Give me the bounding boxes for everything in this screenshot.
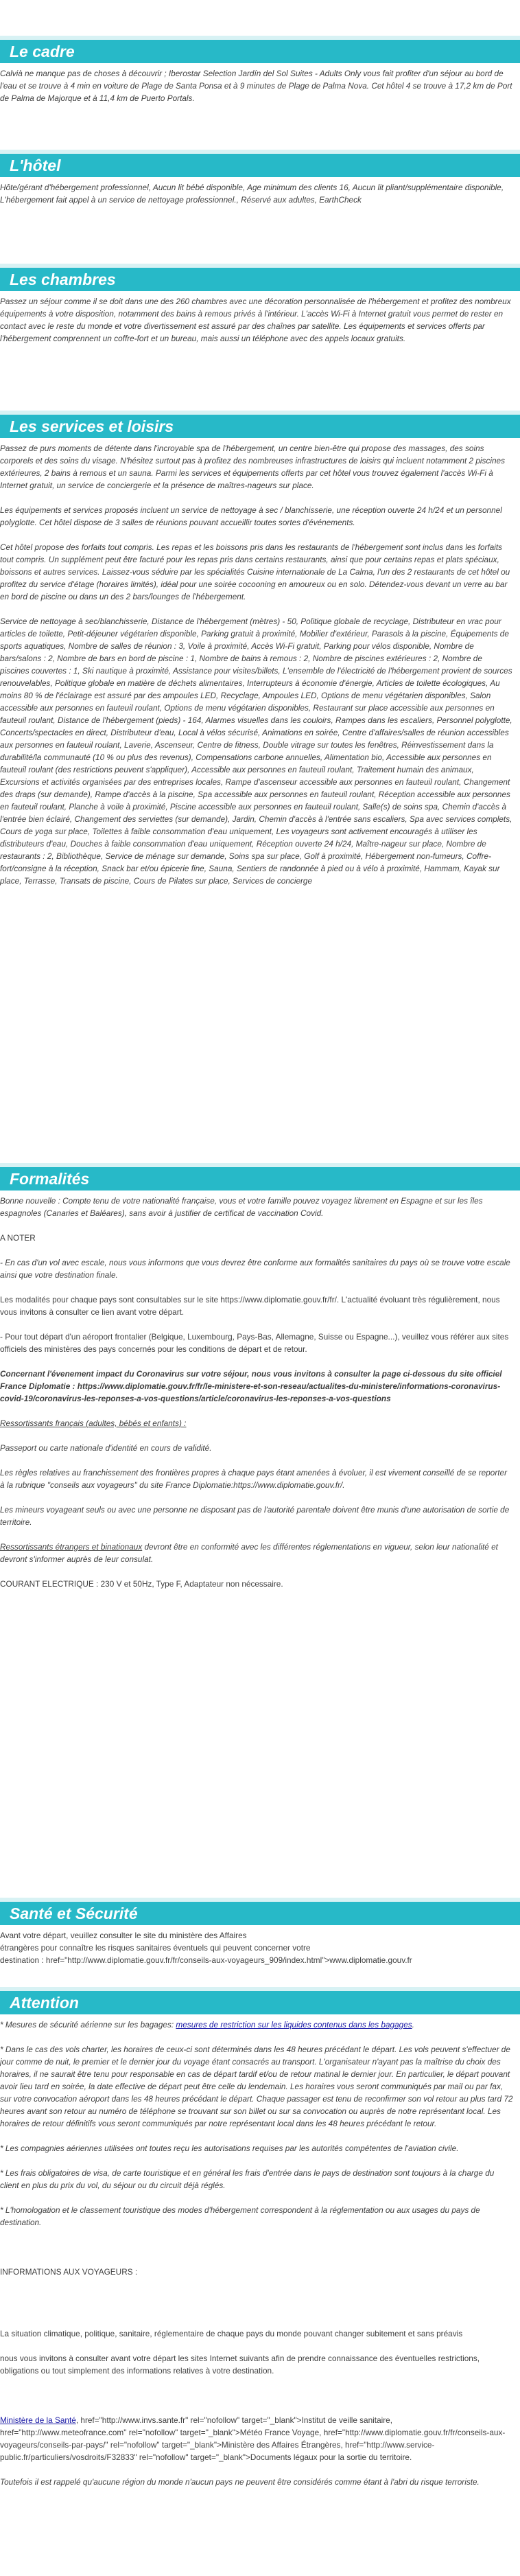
attention-visa-fees: * Les frais obligatoires de visa, de carte touristique et en général les frais d'entrée dans le pays de destination sont toujours à la charge du client en plus du prix du vol, du séjour ou du circuit déjà réglés. — [0, 2168, 495, 2190]
services-amenities-list: Service de nettoyage à sec/blanchisserie, Distance de l'hébergement (mètres) - 50, Politique globale de recyclage, Distributeur en vrac pour articles de toilette, Petit-déjeuner végétarien disponible, Parking gratuit à proximité, Mobilier d'extérieur, Parasols à la piscine, Équipements de sports aquatiques, Nombre de salles de réunion : 3, Voile à proximité, Accès Wi-Fi gratuit, Parking pour vélos disponible, Nombre de bars/salons : 2, Nombre de bars en bord de piscine : 1, Nombre de bains à remous : 2, Nombre de piscines extérieures : 2, Nombre de piscines couvertes : 1, Ski nautique à proximité, Assistance pour visites/billets, L'ensemble de l'électricité de l'hébergement provient de sources renouvelables, Politique globale en matière de déchets alimentaires, Interrupteurs à économie d'énergie, Articles de toilette écologiques, Au moins 80 % de l'éclairage est assuré par des ampoules LED, Recyclage, Ampoules LED, Options de menu végétarien disponibles, Salon accessible aux personnes en fauteuil roulant, Options de menu végétarien disponibles, Restaurant sur place accessible aux personnes en fauteuil roulant, Distance de l'hébergement (pieds) - 164, Alarmes visuelles dans les couloirs, Rampes dans les escaliers, Personnel polyglotte, Concerts/spectacles en direct, Distributeur d'eau, Local à vélos sécurisé, Animations en soirée, Centre d'affaires/salles de réunion accessibles aux personnes en fauteuil roulant, Laverie, Ascenseur, Centre de fitness, Double vitrage sur toutes les fenêtres, Réinvestissement dans la durabilité/la communauté (10 % ou plus des revenus), Compensations carbone annuelles, Alimentation bio, Accessible aux personnes en fauteuil roulant (des restrictions peuvent s'appliquer), Accessible aux personnes en fauteuil roulant, Traitement humain des animaux, Excursions et activités organisées par des entreprises locales, Rampe d'ascenseur accessible aux personnes en fauteuil roulant, Changement des draps (sur demande), Rampe d'accès à la piscine, Spa accessible aux personnes en fauteuil roulant, Réception accessible aux personnes en fauteuil roulant, Planche à voile à proximité, Piscine accessible aux personnes en fauteuil roulant, Salle(s) de soins spa, Chemin d'accès à l'entrée bien éclairé, Changement des serviettes (sur demande), Jardin, Chemin d'accès à l'entrée sans escaliers, Spa avec services complets, Cours de yoga sur place, Toilettes à faible consommation d'eau uniquement, Les voyageurs sont activement encouragés à utiliser les distributeurs d'eau, Douches à faible consommation d'eau uniquement, Réception ouverte 24 h/24, Maître-nageur sur place, Nombre de restaurants : 2, Bibliothèque, Service de ménage sur demande, Soins spa sur place, Golf à proximité, Hébergement non-fumeurs, Coffre-fort/consigne à la réception, Snack bar et/ou épicerie fine, Sauna, Sentiers de randonnée à pied ou à vélo à proximité, Hammam, Kayak sur place, Terrasse, Transats de piscine, Cours de Pilates sur place, Services de concierge — [0, 617, 512, 886]
formalites-foreign-label: Ressortissants étrangers et binationaux — [0, 1542, 143, 1552]
attention-situation-1: La situation climatique, politique, sanitaire, réglementaire de chaque pays du monde pouvant changer subitement et sans préavis — [0, 2329, 463, 2338]
services-paragraph-2: Les équipements et services proposés incluent un service de nettoyage à sec / blanchisserie, une réception ouverte 24 h/24 et un personnel polyglotte. Cet hôtel dispose de 3 salles de réunions pouvant accueillir toutes sortes d'événements. — [0, 505, 502, 527]
formalites-covid-info: Concernant l'évenement impact du Coronavirus sur votre séjour, nous vous invitons à consulter la page ci-dessous du site officiel France Diplomatie : https://www.diplomatie.gouv.fr/fr/le-ministere-et-son-reseau/actualites-du-ministere/informations-coronavirus-covid-19/coronavirus-les-reponses-a-vos-questions/article/coronavirus-les-reponses-a-vos-questions — [0, 1369, 502, 1403]
section-header-sante — [0, 1898, 520, 1925]
cadre-text: Calvià ne manque pas de choses à découvrir ; Iberostar Selection Jardín del Sol Suites - Adults Only vous fait profiter d'un séjour au bord de l'eau et se trouve à 4 min en voiture de Plage de Santa Ponsa et à 9 minutes de Plage de Palma Nova. Cet hôtel 4 se trouve à 17,2 km de Port de Palma de Majorque et à 11,4 km de Puerto Portals. — [0, 69, 512, 103]
formalites-note-3: - Pour tout départ d'un aéroport frontalier (Belgique, Luxembourg, Pays-Bas, Allemagne, Suisse ou Espagne...), veuillez vous référer aux sites officiels des ministères des pays concernés pour les conditions de départ et de retour. — [0, 1332, 509, 1354]
formalites-good-news: Bonne nouvelle : Compte tenu de votre nationalité française, vous et votre famille pouvez voyagez librement en Espagne et sur les îles espagnoles (Canaries et Baléares), sans avoir à justifier de certificat de vaccination Covid. — [0, 1196, 483, 1218]
attention-links-text: , href="http://www.invs.sante.fr" rel="nofollow" target="_blank">Institut de veille sanitaire, href="http://www.meteofrance.com" rel="nofollow" target="_blank">Météo France Voyage, href="http://www.diplomatie.gouv.fr/fr/conseils-aux-voyageurs/conseils-par-pays/" rel="nofollow" target="_blank">Ministère des Affaires Étrangères, href="http://www.service-public.fr/particuliers/vosdroits/F32833" rel="nofollow" target="_blank">Documents légaux pour la sortie du territoire. — [0, 2415, 506, 2462]
formalites-note-heading: A NOTER — [0, 1233, 36, 1243]
section-header-attention — [0, 1987, 520, 2014]
formalites-border-rules: Les règles relatives au franchissement des frontières propres à chaque pays étant amenées à évoluer, il est vivement conseillé de se reporter à la rubrique "conseils aux voyageurs" du site France Diplomatie:https://www.diplomatie.gouv.fr/. — [0, 1468, 508, 1490]
section-title-sante: Santé et Sécurité — [10, 1905, 138, 1922]
attention-security-measures — [0, 2019, 513, 2031]
formalites-passport: Passeport ou carte nationale d'identité en cours de validité. — [0, 1443, 212, 1453]
section-body-sante — [0, 1929, 520, 1966]
formalites-french-nationals: Ressortissants français (adultes, bébés et enfants) : — [0, 1418, 187, 1428]
section-body-services — [0, 442, 520, 899]
attention-situation-2: nous vous invitons à consulter avant votre départ les sites Internet suivants afin de prendre connaissance des éventuelles restrictions, obligations ou tout simplement des informations relatives à votre destination. — [0, 2354, 480, 2376]
formalites-foreign-text: devront être en conformité avec les différentes réglementations en vigueur, selon leur nationalité et devront s'informer auprès de leur consulat. — [0, 1542, 498, 1564]
section-title-services: Les services et loisirs — [10, 417, 174, 435]
attention-classification: * L'homologation et le classement touristique des modes d'hébergement correspondent à la réglementation ou aux usages du pays de destination. — [0, 2205, 480, 2227]
section-title-chambres: Les chambres — [10, 271, 116, 288]
services-paragraph-1: Passez de purs moments de détente dans l'incroyable spa de l'hébergement, un centre bien-être qui propose des massages, des soins corporels et des soins du visage. N'hésitez surtout pas à profitez des nombreuses infrastructures de loisirs qui incluent notamment 2 piscines extérieures, 2 bains à remous et un sauna. Parmi les services et équipements offerts par cet hôtel vous trouvez également l'accès Wi-Fi à Internet gratuit, un service de conciergerie et la présence de maîtres-nageurs sur place. — [0, 444, 505, 490]
services-paragraph-3: Cet hôtel propose des forfaits tout compris. Les repas et les boissons pris dans les restaurants de l'hébergement sont inclus dans les forfaits tout compris. Un supplément peut être facturé pour les repas pris dans certains restaurants, ainsi que pour certains repas et plats spéciaux, boissons et autres services. Laissez-vous séduire par les spécialités Cuisine internationale de La Calma, l'un des 2 restaurants de cet hôtel ou profitez du service d'étage (horaires limités), idéal pour une soirée cocooning en amoureux ou en solo. Détendez-vous devant un verre au bar en bord de piscine ou dans un des 2 bars/lounges de l'hébergement. — [0, 542, 510, 601]
formalites-foreign-nationals — [0, 1541, 513, 1565]
section-header-services — [0, 411, 520, 438]
section-header-hotel — [0, 150, 520, 177]
section-body-attention — [0, 2019, 520, 2500]
section-header-chambres — [0, 264, 520, 291]
attention-terror-risk: Toutefois il est rappelé qu'aucune région du monde n'aucun pays ne peuvent être considérés comme étant à l'abri du risque terroriste. — [0, 2477, 480, 2487]
attention-charter-flights: * Dans le cas des vols charter, les horaires de ceux-ci sont déterminés dans les 48 heures précédant le départ. Les vols peuvent s'effectuer de jour comme de nuit, le premier et le dernier jour du voyage étant consacrés au transport. L'organisateur n'ayant pas la maîtrise du choix des horaires, il ne saurait être tenu pour responsable en cas de départ tardif et/ou de retour matinal le dernier jour. En particulier, le départ pouvant avoir lieu tard en soirée, la date effective de départ peut être celle du lendemain. Les horaires vous seront communiqués par mail ou par fax, sur votre convocation aéroport dans les 48 heures précédant le départ. Chaque passager est tenu de reconfirmer son vol retour au plus tard 72 heures avant son retour au numéro de téléphone se trouvant sur son billet ou sur sa convocation ou auprès de notre représentant local. Les horaires de retour définitifs vous seront communiqués par notre représentant local dans les 48 heures précédant le retour. — [0, 2045, 513, 2128]
section-body-chambres — [0, 295, 520, 357]
sante-line-2: étrangères pour connaître les risques sanitaires éventuels qui peuvent concerner votre — [0, 1943, 311, 1953]
hotel-text: Hôte/gérant d'hébergement professionnel, Aucun lit bébé disponible, Age minimum des clients 16, Aucun lit pliant/supplémentaire disponible, L'hébergement fait appel à un service de nettoyage professionnel., Réservé aux adultes, EarthCheck — [0, 183, 504, 205]
section-title-cadre: Le cadre — [10, 43, 75, 60]
section-title-hotel: L'hôtel — [10, 157, 61, 174]
attention-info-heading: INFORMATIONS AUX VOYAGEURS : — [0, 2267, 138, 2277]
formalites-note-1: - En cas d'un vol avec escale, nous vous informons que vous devrez être conforme aux formalités sanitaires du pays où se trouve votre escale ainsi que votre destination finale. — [0, 1258, 510, 1280]
section-body-formalites — [0, 1195, 520, 1602]
ministere-sante-link[interactable]: Ministère de la Santé — [0, 2415, 76, 2425]
formalites-minors: Les mineurs voyageant seuls ou avec une personne ne disposant pas de l'autorité parentale doivent être munis d'une autorisation de sortie de territoire. — [0, 1505, 510, 1527]
formalites-power: COURANT ELECTRIQUE : 230 V et 50Hz, Type F, Adaptateur non nécessaire. — [0, 1579, 283, 1589]
section-body-hotel — [0, 181, 520, 218]
section-title-formalites: Formalités — [10, 1170, 90, 1188]
sante-line-1: Avant votre départ, veuillez consulter le site du ministère des Affaires — [0, 1931, 247, 1940]
sante-line-3: destination : href="http://www.diplomatie.gouv.fr/fr/conseils-aux-voyageurs_909/index.html">www.diplomatie.gouv.fr — [0, 1955, 412, 1965]
formalites-note-2: Les modalités pour chaque pays sont consultables sur le site https://www.diplomatie.gouv.fr/fr/. L'actualité évoluant très régulièrement, nous vous invitons à consulter ce lien avant votre départ. — [0, 1295, 500, 1317]
section-body-cadre — [0, 67, 520, 117]
section-header-cadre — [0, 36, 520, 63]
attention-airlines: * Les compagnies aériennes utilisées ont toutes reçu les autorisations requises par les autorités compétentes de l'aviation civile. — [0, 2143, 459, 2153]
attention-security-label: * Mesures de sécurité aérienne sur les bagages: — [0, 2020, 176, 2029]
attention-links — [0, 2414, 513, 2463]
attention-security-end: . — [412, 2020, 414, 2029]
section-title-attention: Attention — [10, 1994, 79, 2012]
chambres-text: Passez un séjour comme il se doit dans une des 260 chambres avec une décoration personnalisée de l'hébergement et profitez des nombreux équipements à votre disposition, notamment des bains à remous privés à l'intérieur. L'accès Wi-Fi à Internet gratuit vous permet de rester en contact avec le reste du monde et votre divertissement est assuré par des chaînes par satellite. Les équipements et services offerts par l'hébergement comprennent un coffre-fort et un bureau, mais aussi un téléphone avec des appels locaux gratuits. — [0, 297, 511, 343]
section-header-formalites — [0, 1163, 520, 1191]
liquids-restriction-link[interactable]: mesures de restriction sur les liquides contenus dans les bagages — [176, 2020, 412, 2029]
